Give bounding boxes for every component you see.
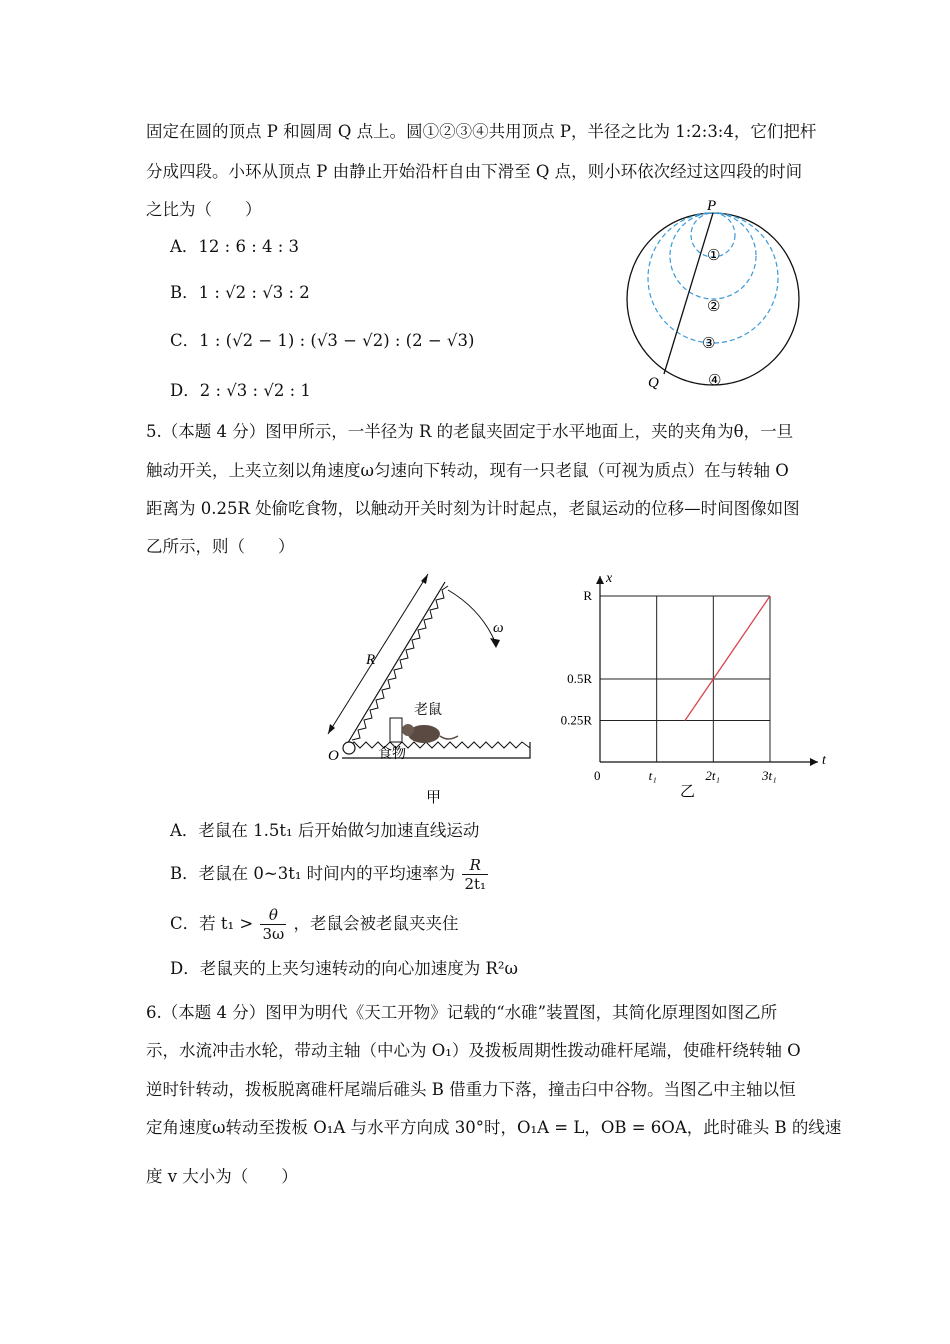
r-arrow-top <box>421 574 428 584</box>
q5-line-1: 5.（本题 4 分）图甲所示，一半径为 R 的老鼠夹固定于水平地面上，夹的夹角为θ，一旦 <box>146 422 794 441</box>
q5-line-4: 乙所示，则（ ） <box>146 537 295 556</box>
q5-option-a[interactable]: A．老鼠在 1.5t₁ 后开始做匀加速直线运动 <box>170 821 480 840</box>
q5-option-c-text-end: ，老鼠会被老鼠夹夹住 <box>293 914 459 933</box>
circle-4-label: ④ <box>708 373 722 389</box>
x-axis-arrow <box>810 758 818 766</box>
pivot-o <box>343 742 355 754</box>
q5-option-c-numerator: θ <box>260 906 286 925</box>
trap-upper-jaw <box>346 582 445 746</box>
x-tick-label-1: t₁ <box>648 768 657 783</box>
q5-option-b-numerator: R <box>462 856 488 875</box>
q4-line-1: 固定在圆的顶点 P 和圆周 Q 点上。圆①②③④共用顶点 P，半径之比为 1:2:3:4，它们把杆 <box>146 122 817 141</box>
circle-3-label: ③ <box>702 336 716 352</box>
q4-option-c[interactable]: C．1 : (√2 − 1) : (√3 − √2) : (2 − √3) <box>170 331 475 350</box>
mouse-tail <box>440 736 458 739</box>
q4-option-b[interactable]: B．1 : √2 : √3 : 2 <box>170 283 310 302</box>
q4-line-2: 分成四段。小环从顶点 P 由静止开始沿杆自由下滑至 Q 点，则小环依次经过这四段的时间 <box>146 162 803 181</box>
x-axis-label: t <box>822 753 826 768</box>
series-line-0 <box>685 596 770 721</box>
pivot-o-label: O <box>328 748 339 764</box>
fig-yi-caption: 乙 <box>680 784 696 800</box>
q6-line-3: 逆时针转动，拨板脱离碓杆尾端后碓头 B 借重力下落，撞击臼中谷物。当图乙中主轴以恒 <box>146 1080 796 1099</box>
q5-option-b-text: B．老鼠在 0~3t₁ 时间内的平均速率为 <box>170 864 456 883</box>
xt-ticks <box>561 588 777 783</box>
q5-option-c-fraction <box>260 906 286 943</box>
omega-label: ω <box>493 620 504 636</box>
r-arrow-bottom <box>328 724 335 734</box>
q6-line-5: 度 v 大小为（ ） <box>146 1167 298 1186</box>
fig-jia-caption: 甲 <box>426 790 442 806</box>
point-q-label: Q <box>648 375 659 391</box>
y-axis-label: x <box>606 571 613 586</box>
q4-option-a[interactable]: A．12 : 6 : 4 : 3 <box>170 237 300 256</box>
q5-option-c-text: C．若 t₁ > <box>170 914 254 933</box>
y-tick-label-0: 0.25R <box>560 712 592 728</box>
r-label: R <box>366 652 376 668</box>
xt-series <box>685 596 770 721</box>
circle-1-label: ① <box>707 248 721 264</box>
y-tick-label-2: R <box>583 588 592 603</box>
q4-circles-figure <box>620 198 810 398</box>
q4-line-3: 之比为（ ） <box>146 200 262 219</box>
xt-grid <box>596 576 818 766</box>
q5-option-b[interactable] <box>170 856 490 893</box>
mouse-head <box>402 724 414 736</box>
xt-graph-figure <box>560 568 840 808</box>
r-dimension-line <box>328 574 428 734</box>
q5-line-2: 触动开关，上夹立刻以角速度ω匀速向下转动，现有一只老鼠（可视为质点）在与转轴 O <box>146 461 789 480</box>
x-tick-label-3: 3t₁ <box>762 768 777 783</box>
omega-arc <box>448 590 496 644</box>
omega-arrow <box>490 638 500 648</box>
circle-2-label: ② <box>707 299 721 315</box>
y-axis-arrow <box>596 576 604 584</box>
point-p-label: P <box>707 198 717 214</box>
food-label: 食物 <box>378 747 406 762</box>
x-tick-label-2: 2t₁ <box>705 768 720 783</box>
q5-option-c[interactable] <box>170 906 458 943</box>
mouse-label: 老鼠 <box>414 703 442 718</box>
q6-line-2: 示，水流冲击水轮，带动主轴（中心为 O₁）及拨板周期性拨动碓杆尾端，使碓杆绕转轴 O <box>146 1041 801 1060</box>
q5-option-b-denominator: 2t₁ <box>464 875 487 893</box>
trap-switch <box>390 718 402 742</box>
circle-3 <box>648 213 778 343</box>
q5-option-d[interactable]: D．老鼠夹的上夹匀速转动的向心加速度为 R²ω <box>170 959 518 978</box>
q6-line-4: 定角速度ω转动至拨板 O₁A 与水平方向成 30°时，O₁A = L，OB = 6OA，此时碓头 B 的线速 <box>146 1118 842 1137</box>
q5-option-b-fraction <box>462 856 488 893</box>
q5-line-3: 距离为 0.25R 处偷吃食物，以触动开关时刻为计时起点，老鼠运动的位移—时间图像如图 <box>146 499 800 518</box>
q5-option-c-denominator: 3ω <box>262 925 285 943</box>
q6-line-1: 6.（本题 4 分）图甲为明代《天工开物》记载的“水碓”装置图，其简化原理图如图乙所 <box>146 1003 778 1022</box>
x-tick-label-0: 0 <box>594 768 601 783</box>
mousetrap-figure <box>320 570 550 810</box>
trap-lower-teeth <box>348 742 530 748</box>
q4-option-d[interactable]: D．2 : √3 : √2 : 1 <box>170 381 311 400</box>
y-tick-label-1: 0.5R <box>567 671 592 686</box>
